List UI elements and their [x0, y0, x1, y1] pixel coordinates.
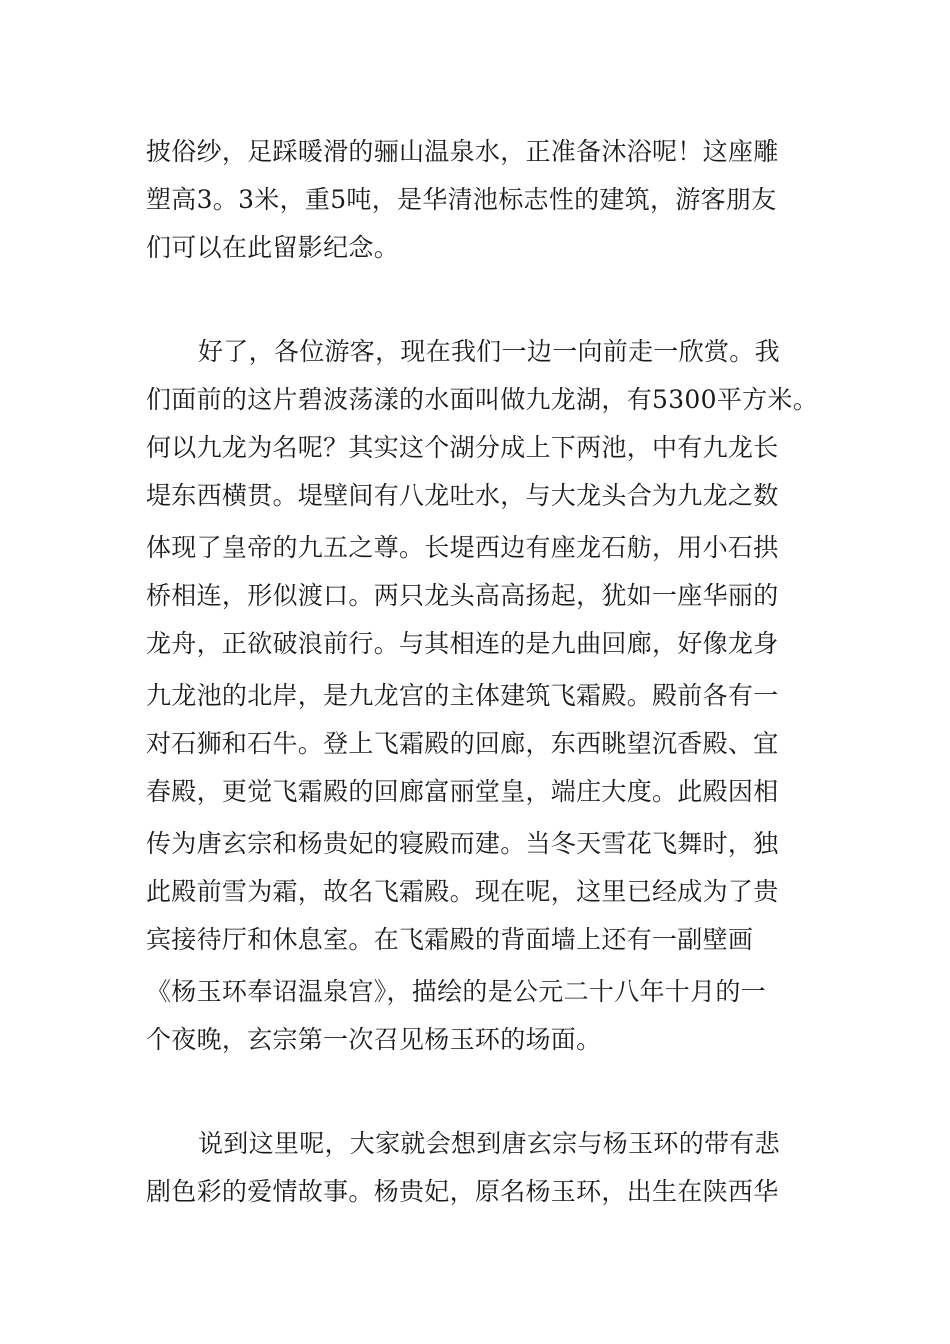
text-line: 说到这里呢，大家就会想到唐玄宗与杨玉环的带有悲	[198, 1129, 780, 1158]
text-line: 此殿前雪为霜，故名飞霜殿。现在呢，这里已经成为了贵	[146, 877, 779, 906]
text-line: 宾接待厅和休息室。在飞霜殿的背面墙上还有一副壁画	[146, 925, 754, 954]
text-line: 们可以在此留影纪念。	[146, 233, 400, 262]
text-line: 对石狮和石牛。登上飞霜殿的回廊，东西眺望沉香殿、宜	[146, 729, 779, 758]
text-line: 剧色彩的爱情故事。杨贵妃，原名杨玉环，出生在陕西华	[146, 1177, 779, 1206]
text-line: 好了，各位游客，现在我们一边一向前走一欣赏。我	[198, 337, 780, 366]
text-line: 传为唐玄宗和杨贵妃的寝殿而建。当冬天雪花飞舞时，独	[146, 829, 779, 858]
text-line: 体现了皇帝的九五之尊。长堤西边有座龙石舫，用小石拱	[146, 533, 779, 562]
text-line: 龙舟，正欲破浪前行。与其相连的是九曲回廊，好像龙身	[146, 629, 779, 658]
text-line: 《杨玉环奉诏温泉宫》，描绘的是公元二十八年十月的一	[146, 977, 767, 1006]
text-line: 们面前的这片碧波荡漾的水面叫做九龙湖，有5300平方米。	[146, 385, 819, 414]
text-line: 披俗纱，足踩暖滑的骊山温泉水，正准备沐浴呢！这座雕	[146, 137, 779, 166]
text-line: 九龙池的北岸，是九龙宫的主体建筑飞霜殿。殿前各有一	[146, 681, 779, 710]
text-line: 何以九龙为名呢？其实这个湖分成上下两池，中有九龙长	[146, 433, 779, 462]
text-line: 个夜晚，玄宗第一次召见杨玉环的场面。	[146, 1025, 602, 1054]
text-line: 堤东西横贯。堤壁间有八龙吐水，与大龙头合为九龙之数	[146, 481, 779, 510]
text-line: 桥相连，形似渡口。两只龙头高高扬起，犹如一座华丽的	[146, 581, 779, 610]
text-line: 塑高3。3米，重5吨，是华清池标志性的建筑，游客朋友	[146, 185, 777, 214]
text-line: 春殿，更觉飞霜殿的回廊富丽堂皇，端庄大度。此殿因相	[146, 777, 779, 806]
